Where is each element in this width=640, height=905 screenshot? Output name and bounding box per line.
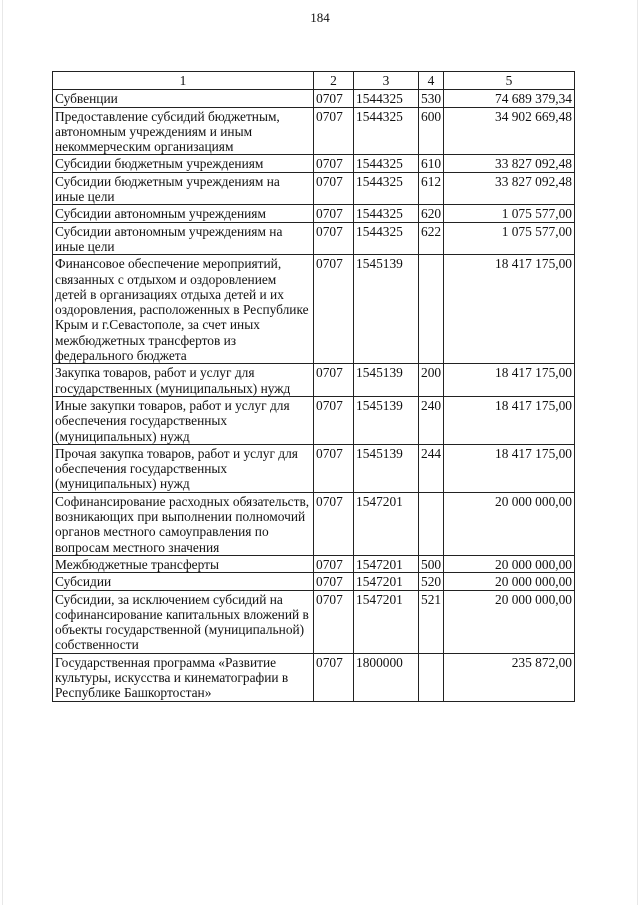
row-razdel: 0707	[314, 573, 354, 590]
row-name: Субсидии бюджетным учреждениям на иные цели	[53, 172, 314, 205]
row-name: Субвенции	[53, 90, 314, 107]
row-vr	[419, 492, 444, 555]
row-csr: 1545139	[354, 255, 419, 364]
table-row	[53, 255, 575, 364]
row-vr: 610	[419, 155, 444, 172]
row-name: Субсидии, за исключением субсидий на софинансирование капитальных вложений в объекты государственной (муниципальной) собственности	[53, 590, 314, 653]
row-amount: 18 417 175,00	[444, 255, 575, 364]
row-csr: 1544325	[354, 90, 419, 107]
page-number: 184	[310, 10, 330, 25]
row-razdel: 0707	[314, 653, 354, 701]
row-razdel: 0707	[314, 444, 354, 492]
row-name: Субсидии автономным учреждениям на иные цели	[53, 222, 314, 255]
row-amount: 18 417 175,00	[444, 364, 575, 397]
table-row	[53, 396, 575, 444]
row-vr: 620	[419, 205, 444, 222]
header-col-amount: 5	[444, 72, 575, 90]
row-name: Прочая закупка товаров, работ и услуг для обеспечения государственных (муниципальных) нужд	[53, 444, 314, 492]
row-razdel: 0707	[314, 90, 354, 107]
row-amount: 20 000 000,00	[444, 573, 575, 590]
row-name: Субсидии бюджетным учреждениям	[53, 155, 314, 172]
row-vr: 622	[419, 222, 444, 255]
row-amount: 235 872,00	[444, 653, 575, 701]
row-csr: 1544325	[354, 155, 419, 172]
row-razdel: 0707	[314, 155, 354, 172]
row-csr: 1544325	[354, 172, 419, 205]
row-amount: 18 417 175,00	[444, 444, 575, 492]
table-row	[53, 205, 575, 222]
table-row	[53, 573, 575, 590]
row-razdel: 0707	[314, 555, 354, 572]
row-csr: 1545139	[354, 396, 419, 444]
row-razdel: 0707	[314, 107, 354, 155]
row-name: Межбюджетные трансферты	[53, 555, 314, 572]
table-row	[53, 555, 575, 572]
row-name: Финансовое обеспечение мероприятий, связанных с отдыхом и оздоровлением детей в организациях отдыха детей и их оздоровления, расположенных в Республике Крым и г.Севастополе, за счет иных межбюджетных трансфертов из федерального бюджета	[53, 255, 314, 364]
row-razdel: 0707	[314, 396, 354, 444]
row-name: Софинансирование расходных обязательств, возникающих при выполнении полномочий органов местного самоуправления по вопросам местного значения	[53, 492, 314, 555]
row-amount: 18 417 175,00	[444, 396, 575, 444]
row-name: Предоставление субсидий бюджетным, автономным учреждениям и иным некоммерческим организациям	[53, 107, 314, 155]
scan-edge-right	[637, 0, 638, 905]
row-vr: 200	[419, 364, 444, 397]
table-row	[53, 155, 575, 172]
row-amount: 20 000 000,00	[444, 590, 575, 653]
row-razdel: 0707	[314, 255, 354, 364]
table-row	[53, 172, 575, 205]
row-name: Субсидии автономным учреждениям	[53, 205, 314, 222]
table-row	[53, 90, 575, 107]
row-csr: 1547201	[354, 555, 419, 572]
row-csr: 1547201	[354, 590, 419, 653]
row-csr: 1800000	[354, 653, 419, 701]
row-csr: 1545139	[354, 444, 419, 492]
row-amount: 34 902 669,48	[444, 107, 575, 155]
row-vr	[419, 653, 444, 701]
row-vr: 530	[419, 90, 444, 107]
table-row	[53, 364, 575, 397]
row-amount: 20 000 000,00	[444, 555, 575, 572]
row-amount: 1 075 577,00	[444, 205, 575, 222]
row-csr: 1544325	[354, 107, 419, 155]
header-row	[53, 72, 575, 90]
row-name: Государственная программа «Развитие культуры, искусства и кинематографии в Республике Башкортостан»	[53, 653, 314, 701]
table-row	[53, 107, 575, 155]
table-row	[53, 590, 575, 653]
table-row	[53, 492, 575, 555]
row-razdel: 0707	[314, 590, 354, 653]
scan-edge-left	[2, 0, 3, 905]
row-name: Иные закупки товаров, работ и услуг для обеспечения государственных (муниципальных) нужд	[53, 396, 314, 444]
row-vr: 612	[419, 172, 444, 205]
row-csr: 1547201	[354, 573, 419, 590]
row-vr: 521	[419, 590, 444, 653]
table-row	[53, 444, 575, 492]
row-vr: 500	[419, 555, 444, 572]
row-razdel: 0707	[314, 364, 354, 397]
table-row	[53, 653, 575, 701]
header-col-csr: 3	[354, 72, 419, 90]
row-razdel: 0707	[314, 492, 354, 555]
row-vr: 520	[419, 573, 444, 590]
header-col-vr: 4	[419, 72, 444, 90]
row-csr: 1547201	[354, 492, 419, 555]
table-row	[53, 222, 575, 255]
row-amount: 1 075 577,00	[444, 222, 575, 255]
header-col-razdel: 2	[314, 72, 354, 90]
row-vr: 244	[419, 444, 444, 492]
row-vr: 240	[419, 396, 444, 444]
row-amount: 33 827 092,48	[444, 155, 575, 172]
row-razdel: 0707	[314, 222, 354, 255]
row-csr: 1544325	[354, 205, 419, 222]
row-vr	[419, 255, 444, 364]
row-name: Закупка товаров, работ и услуг для государственных (муниципальных) нужд	[53, 364, 314, 397]
row-amount: 33 827 092,48	[444, 172, 575, 205]
row-razdel: 0707	[314, 172, 354, 205]
row-amount: 20 000 000,00	[444, 492, 575, 555]
header-col-name: 1	[53, 72, 314, 90]
row-razdel: 0707	[314, 205, 354, 222]
row-csr: 1545139	[354, 364, 419, 397]
row-name: Субсидии	[53, 573, 314, 590]
row-vr: 600	[419, 107, 444, 155]
row-amount: 74 689 379,34	[444, 90, 575, 107]
row-csr: 1544325	[354, 222, 419, 255]
budget-table	[52, 71, 575, 702]
